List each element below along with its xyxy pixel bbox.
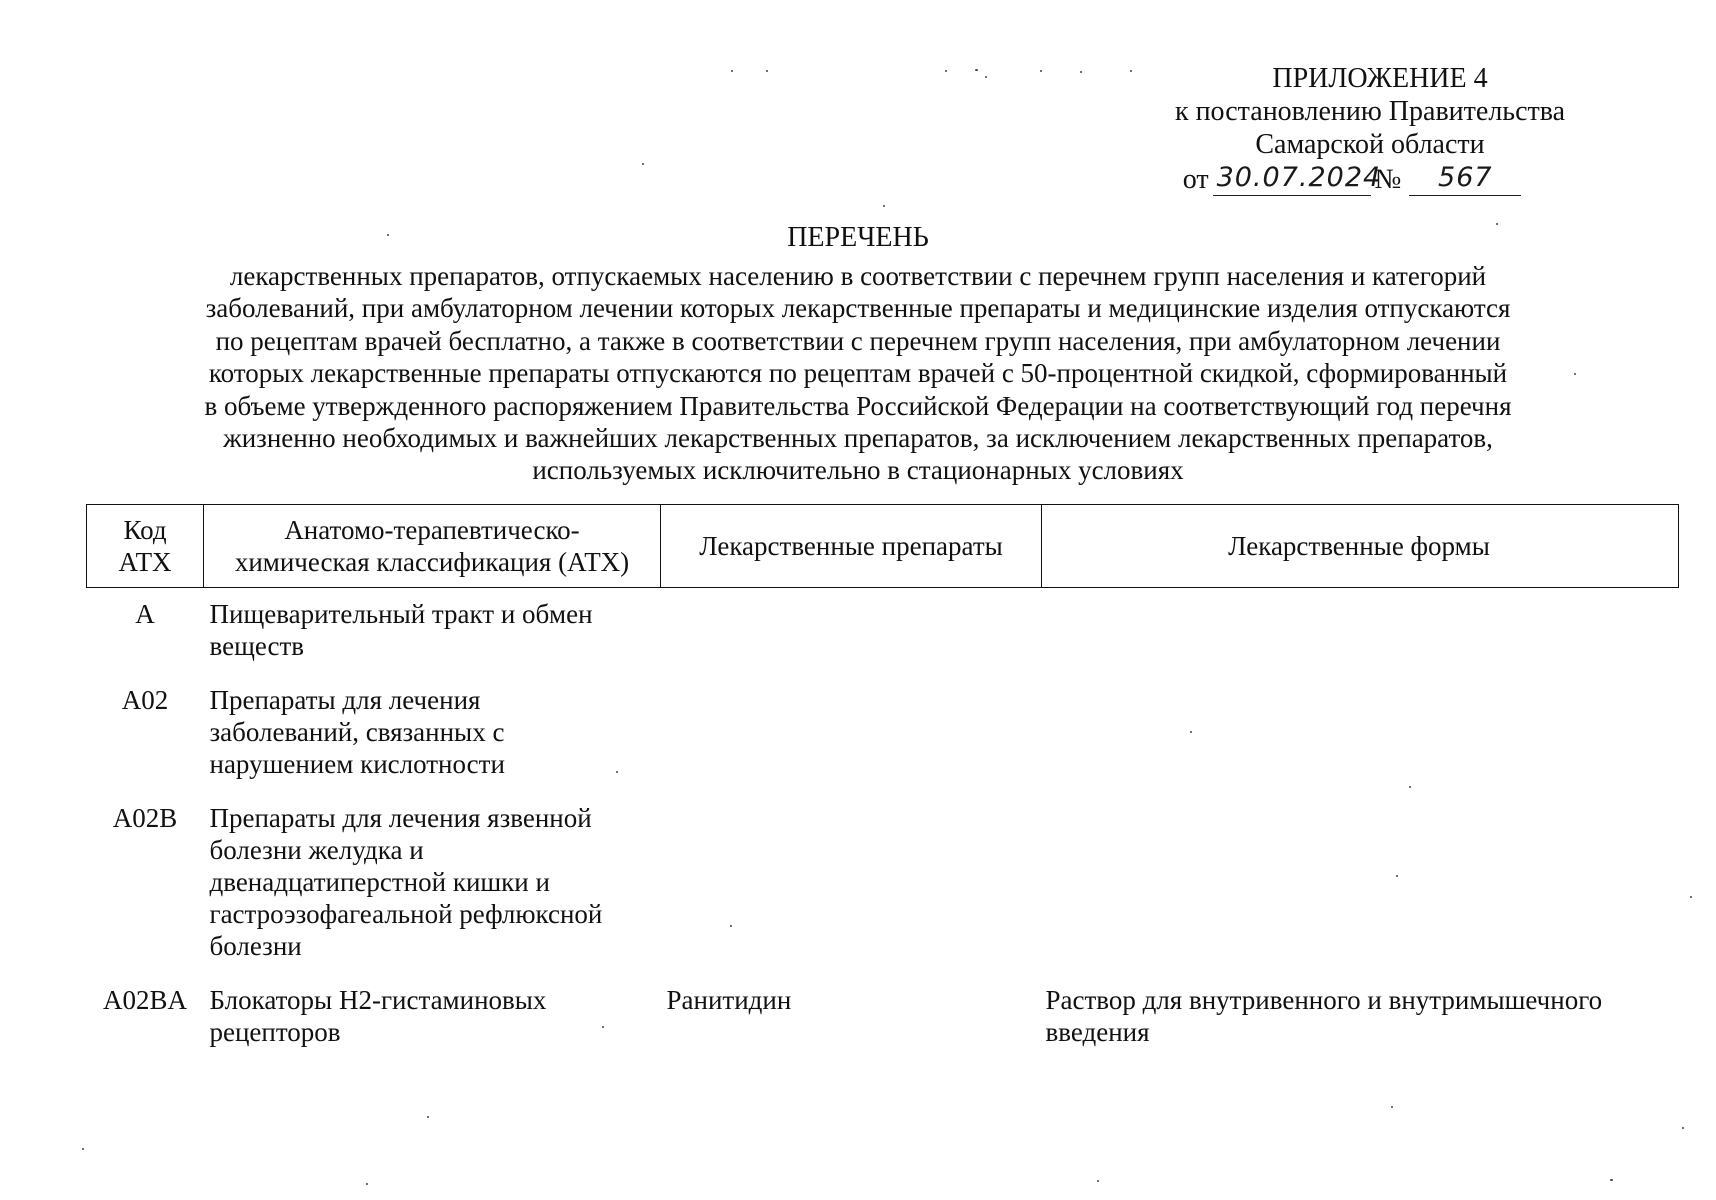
subtitle-line: которых лекарственные препараты отпускаются по рецептам врачей с 50-процентной скидкой, сформированный (208, 358, 1508, 389)
scan-speck (766, 70, 768, 72)
scan-speck (1190, 731, 1192, 733)
scan-speck (1040, 70, 1042, 72)
cell-code: A02BA (102, 985, 187, 1015)
scan-speck (883, 205, 885, 207)
document-title: ПЕРЕЧЕНЬ (787, 222, 929, 253)
header-forms: Лекарственные формы (1042, 505, 1679, 588)
subtitle-line: жизненно необходимых и важнейших лекарственных препаратов, за исключением лекарственных препаратов, (223, 423, 1493, 454)
header-atc: Анатомо-терапевтическо- химическая классификация (АТХ) (204, 505, 661, 588)
table-row (87, 588, 1679, 677)
resolution-date-number (1090, 161, 1610, 196)
scan-speck (1610, 1179, 1613, 1181)
scan-speck (1080, 71, 1082, 73)
appendix-resolution-line: к постановлению Правительства (1174, 96, 1566, 127)
scan-speck (1097, 1180, 1099, 1182)
cell-drug (661, 676, 1042, 794)
cell-form (1042, 676, 1679, 794)
header-code: Код АТХ (87, 505, 204, 588)
cell-atc: Блокаторы H2-гистаминовых рецепторов (209, 985, 547, 1047)
appendix-region-line: Самарской области (1255, 129, 1485, 160)
scan-speck (642, 163, 644, 165)
scan-speck (616, 771, 618, 773)
scan-speck (730, 925, 732, 927)
subtitle-line: в объеме утвержденного распоряжением Правительства Российской Федерации на соответствующий год перечня (204, 390, 1512, 421)
subtitle-line: заболеваний, при амбулаторном лечении которых лекарственные препараты и медицинские изделия отпускаются (205, 293, 1511, 324)
date-prefix: от (1182, 164, 1209, 195)
scan-speck (975, 69, 978, 71)
cell-form (1042, 588, 1679, 677)
subtitle-line: по рецептам врачей бесплатно, а также в соответствии с перечнем групп населения, при амбулаторном лечении (215, 325, 1501, 356)
cell-drug: Ранитидин (666, 985, 792, 1015)
document-subtitle (148, 260, 1568, 487)
scan-speck (1396, 875, 1398, 877)
scan-speck (1682, 1127, 1684, 1129)
scan-speck (1391, 1106, 1393, 1108)
subtitle-line: лекарственных препаратов, отпускаемых населению в соответствии с перечнем групп населения и категорий (229, 261, 1487, 291)
cell-form: Раствор для внутривенного и внутримышечного введения (1045, 985, 1603, 1047)
cell-code: A02 (121, 685, 169, 715)
number-label: № (1374, 164, 1402, 195)
scan-speck (1496, 223, 1498, 225)
cell-code: A (135, 599, 155, 629)
table-row (87, 676, 1679, 794)
appendix-header (1150, 62, 1610, 196)
scan-speck (1574, 373, 1576, 375)
cell-drug (661, 794, 1042, 976)
scan-speck (387, 234, 389, 236)
scan-speck (985, 76, 987, 78)
scan-speck (1409, 786, 1411, 788)
cell-code: A02B (112, 803, 178, 833)
cell-atc: Препараты для лечения заболеваний, связанных с нарушением кислотности (209, 685, 505, 779)
header-drugs: Лекарственные препараты (661, 505, 1042, 588)
scan-speck (1130, 70, 1132, 72)
table-header-row (87, 505, 1679, 588)
subtitle-line: используемых исключительно в стационарных условиях (532, 455, 1184, 486)
scan-speck (427, 1116, 429, 1118)
cell-atc: Препараты для лечения язвенной болезни желудка и двенадцатиперстной кишки и гастроэзофагеальной рефлюксной болезни (209, 803, 603, 961)
scan-speck (602, 1026, 604, 1028)
cell-atc: Пищеварительный тракт и обмен веществ (209, 599, 593, 661)
cell-drug (661, 588, 1042, 677)
scan-speck (366, 1183, 368, 1185)
handwritten-number: 567 (1409, 161, 1521, 196)
scan-speck (731, 70, 733, 72)
appendix-title: ПРИЛОЖЕНИЕ 4 (1272, 63, 1488, 94)
scan-speck (945, 70, 947, 72)
table-row (87, 794, 1679, 976)
scan-speck (1690, 896, 1692, 898)
scan-speck (82, 1148, 84, 1150)
handwritten-date: 30.07.2024 (1213, 161, 1371, 196)
table-row (87, 976, 1679, 1062)
cell-form (1042, 794, 1679, 976)
drug-list-table (86, 504, 1679, 1062)
